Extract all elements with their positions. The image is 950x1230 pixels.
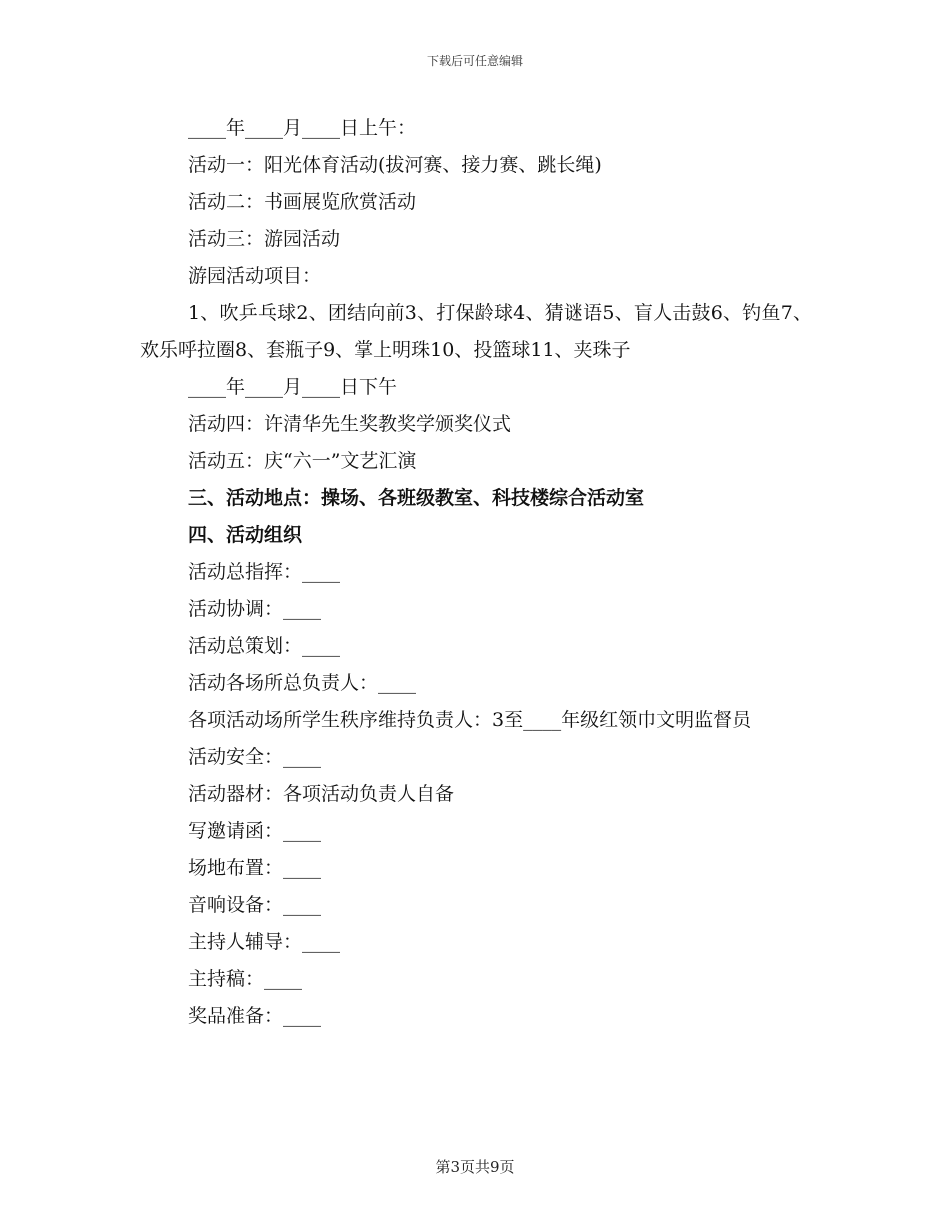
paragraph-garden-items-heading: 游园活动项目： [188,265,322,287]
paragraph-coordinator: 活动协调：____ [188,598,322,620]
paragraph-activity-2: 活动二：书画展览欣赏活动 [188,191,417,213]
paragraph-activity-5: 活动五：庆“六一”文艺汇演 [188,450,417,472]
paragraph-planner: 活动总策划：____ [188,635,341,657]
paragraph-host-coaching: 主持人辅导：____ [188,931,341,953]
paragraph-prizes: 奖品准备：____ [188,1005,322,1027]
paragraph-audio: 音响设备：____ [188,894,322,916]
document-body [140,110,812,1035]
page-header: 下载后可任意编辑 [426,54,523,68]
paragraph-safety: 活动安全：____ [188,746,322,768]
paragraph-garden-items-list: 1、吹乒乓球2、团结向前3、打保龄球4、猜谜语5、盲人击鼓6、钓鱼7、欢乐呼拉圈8、套瓶子9、掌上明珠10、投篮球11、夹珠子 [140,302,812,361]
paragraph-activity-3: 活动三：游园活动 [188,228,341,250]
paragraph-morning-date: ____年____月____日上午： [188,117,417,139]
paragraph-invitations: 写邀请函：____ [188,820,322,842]
paragraph-activity-4: 活动四：许清华先生奖教奖学颁奖仪式 [188,413,512,435]
section-heading-location: 三、活动地点：操场、各班级教室、科技楼综合活动室 [188,487,645,509]
paragraph-host-script: 主持稿：____ [188,968,303,990]
paragraph-equipment: 活动器材：各项活动负责人自备 [188,783,455,805]
paragraph-afternoon-date: ____年____月____日下午 [188,376,398,398]
section-heading-organization: 四、活动组织 [188,524,303,546]
paragraph-venue-manager: 活动各场所总负责人：____ [188,672,417,694]
paragraph-venue-layout: 场地布置：____ [188,857,322,879]
paragraph-order-manager: 各项活动场所学生秩序维持负责人：3至____年级红领巾文明监督员 [188,709,752,731]
paragraph-activity-1: 活动一：阳光体育活动(拔河赛、接力赛、跳长绳) [188,154,602,176]
page-footer: 第3页共9页 [435,1158,515,1176]
paragraph-commander: 活动总指挥：____ [188,561,341,583]
